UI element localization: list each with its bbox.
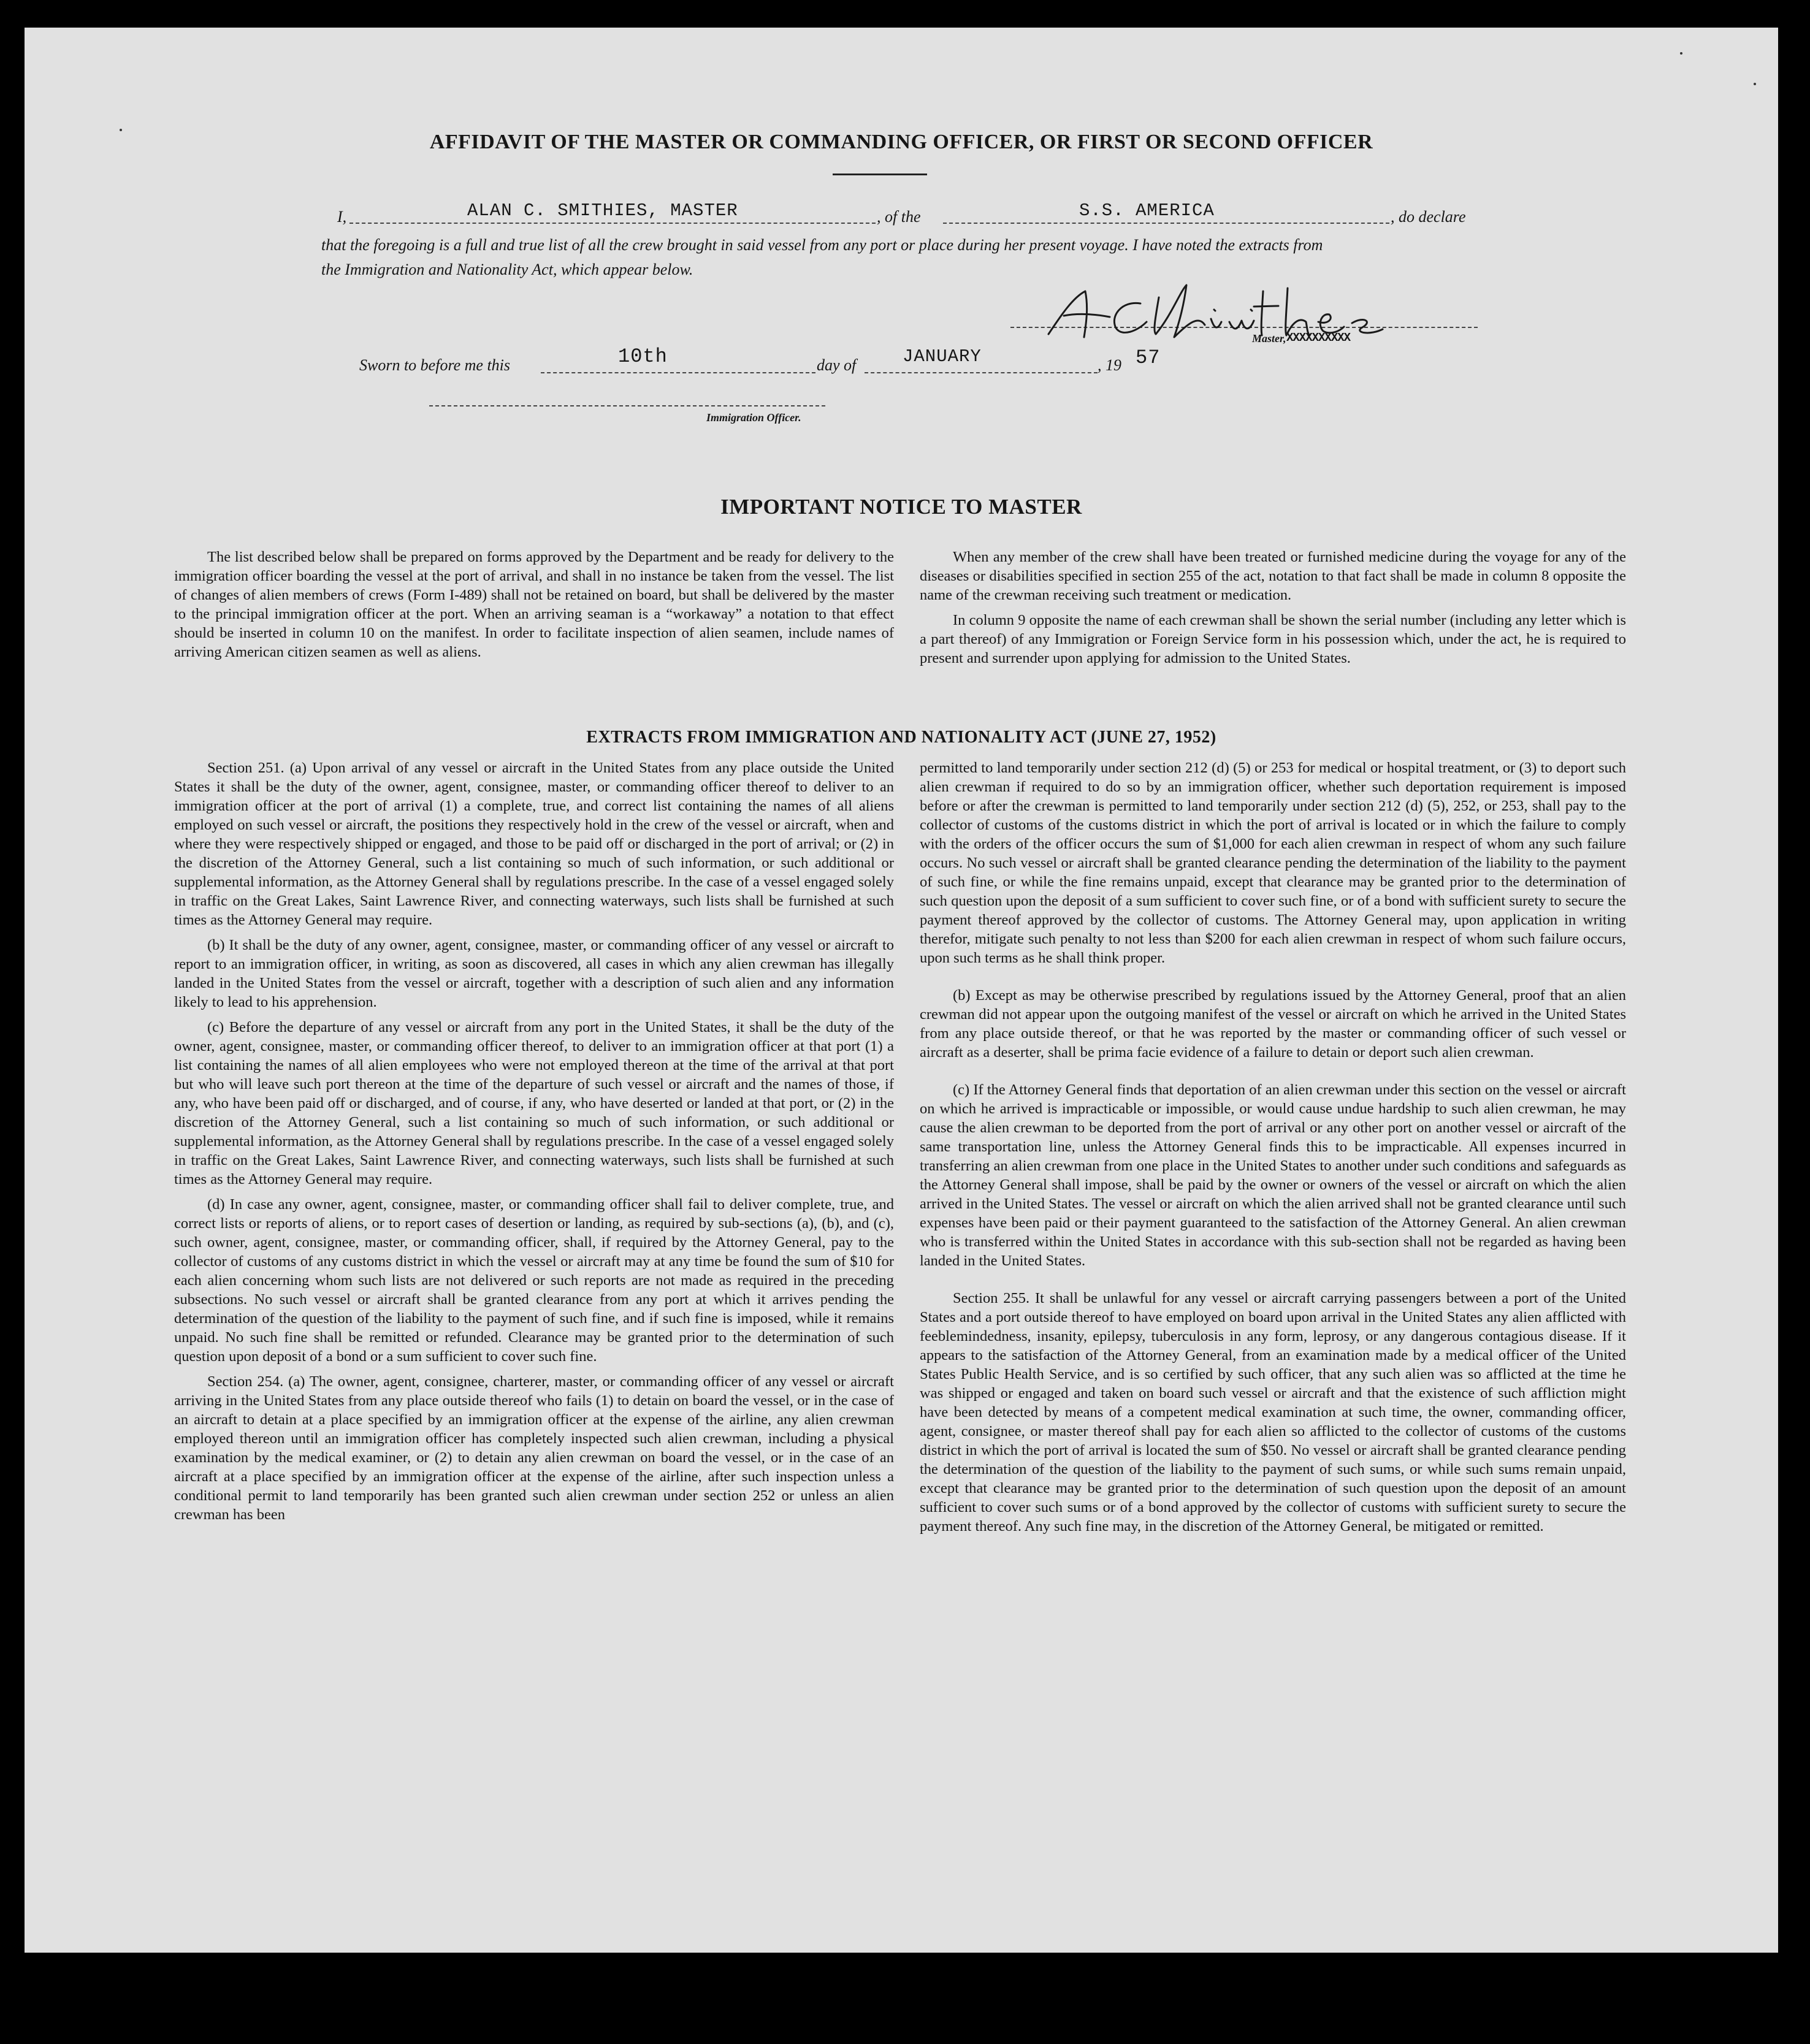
of-the-label: , of the bbox=[877, 208, 921, 226]
title-underline bbox=[833, 174, 927, 175]
master-label: Master, bbox=[1252, 332, 1286, 345]
section-251-c: (c) Before the departure of any vessel or aircraft from any port in the United States, it shall be the duty of the owner, agent, consignee, master, or commanding officer thereof, to deliver to an immigration officer at that port (1) a list containing the names of all alien employees who were not employed thereon at the time of the arrival at that port but who will leave such port thereon at the time of the departure of such vessel or aircraft and the names of those, if any, who have been paid off or discharged, and of course, if any, who have deserted or landed at that port, or (2) in the discretion of the Attorney General, such a list containing so much of such information, or such additional or supplemental information, as the Attorney General shall by regulations prescribe. In the case of a vessel engaged solely in traffic on the Great Lakes, Saint Lawrence River, and connecting waterways, such lists shall be furnished at such times as the Attorney General may require. bbox=[174, 1019, 894, 1188]
section-251-b: (b) It shall be the duty of any owner, agent, consignee, master, or commanding officer of any vessel or aircraft to report to an immigration officer, in writing, as soon as discovered, all cases in which any alien crewman has illegally landed in the United States from the vessel or aircraft, together with a description of such alien and any information likely to lead to his apprehension. bbox=[174, 937, 894, 1010]
section-254-c: (c) If the Attorney General finds that deportation of an alien crewman under this section on the vessel or aircraft on which he arrived is impracticable or impossible, or would cause undue hardship to such alien crewman, he may cause the alien crewman to be deported from the port of arrival or any other port on another vessel or aircraft of the same transportation line, unless the Attorney General finds this to be impracticable. All expenses incurred in transferring an alien crewman from one place in the United States to another under such conditions and safeguards as the Attorney General shall impose, shall be paid by the owner or owners of the vessel or aircraft on which the alien arrived in the United States. The vessel or aircraft on which the alien arrived shall not be granted clearance until such expenses have been paid or their payment guaranteed to the satisfaction of the Attorney General. An alien crewman who is transferred within the United States in accordance with this sub-section shall not be regarded as having been landed in the United States. bbox=[920, 1081, 1626, 1269]
section-254-b: (b) Except as may be otherwise prescribed by regulations issued by the Attorney General, proof that an alien crewman did not appear upon the outgoing manifest of the vessel or aircraft on which he arrived in the United States from any place outside thereof, or that he was reported by the master or commanding officer of such vessel or aircraft as a deserter, shall be prima facie evidence of a failure to detain or deport such alien crewman. bbox=[920, 987, 1626, 1061]
document-title: AFFIDAVIT OF THE MASTER OR COMMANDING OFFICER, OR FIRST OR SECOND OFFICER bbox=[429, 131, 1373, 153]
section-251-a: Section 251. (a) Upon arrival of any vessel or aircraft in the United States from any place outside the United States it shall be the duty of the owner, agent, consignee, master, or commanding officer thereof to deliver to an immigration officer at the port of arrival (1) a complete, true, and correct list containing the names of all aliens employed on such vessel or aircraft, the positions they respectively hold in the crew of the vessel or aircraft, when and where they were respectively shipped or engaged, and those to be paid off or discharged in the port of arrival; or (2) in the discretion of the Attorney General, such a list containing so much of such information, or such additional or supplemental information, as the Attorney General shall by regulations prescribe. In the case of a vessel engaged solely in traffic on the Great Lakes, Saint Lawrence River, and connecting waterways, such lists shall be furnished at such times as the Attorney General may require. bbox=[174, 760, 894, 928]
section-251-d: (d) In case any owner, agent, consignee, master, or commanding officer shall fail to deliver complete, true, and correct lists or reports of aliens, or to report cases of desertion or landing, as required by sub-sections (a), (b), and (c), such owner, agent, consignee, master, or commanding officer, shall, if required by the Attorney General, pay to the collector of customs of any customs district in which the vessel or aircraft may at any time be found the sum of $10 for each alien concerning whom such lists are not delivered or such reports are not made as required in the preceding subsections. No such vessel or aircraft shall be granted clearance from any port at which it arrives pending the determination of the question of the liability to the payment of such fine, and if such fine is imposed, while it remains unpaid. No such fine shall be remitted or refunded. Clearance may be granted prior to the determination of such question upon deposit of a bond or a sum sufficient to cover such fine. bbox=[174, 1196, 894, 1365]
declaration-line-1: that the foregoing is a full and true list of all the crew brought in said vessel from any port or place during her present voyage. I have noted the extracts from bbox=[321, 236, 1323, 254]
section-254-a-continued: permitted to land temporarily under section 212 (d) (5) or 253 for medical or hospital treatment, or (3) to deport such alien crewman if required to do so by an immigration officer, whether such deportation requirement is imposed before or after the crewman is permitted to land temporarily under section 212 (d) (5), 252, or 253, shall pay to the collector of customs of the customs district in which the port of arrival is located or in which the failure to comply with the orders of the officer occurs the sum of $1,000 for each alien crewman in respect of whom any such failure occurs. No such vessel or aircraft shall be granted clearance pending the determination of the liability to the payment of such fine, or while the fine remains unpaid, except that clearance may be granted prior to the determination of such question upon the deposit of a sum sufficient to cover such fine, or of a bond with sufficient surety to secure the payment thereof approved by the collector of customs. The Attorney General may, upon application in writing therefor, mitigate such penalty to not less than $200 for each alien crewman in respect of whom such failure occurs, upon such terms as he shall think proper. bbox=[920, 760, 1626, 966]
section-254-a: Section 254. (a) The owner, agent, consignee, charterer, master, or commanding officer of any vessel or aircraft arriving in the United States from any place outside thereof who fails (1) to detain on board the vessel, or in the case of an aircraft to detain at a place specified by an immigration officer at the expense of the airline, any alien crewman employed thereon until an immigration officer has completely inspected such alien crewman, including a physical examination by the medical examiner, or (2) to detain any alien crewman on board the vessel, or in the case of an aircraft at a place specified by an immigration officer at the expense of the airline, after such inspection unless a conditional permit to land temporarily has been granted such alien crewman under section 252 or unless an alien crewman has been bbox=[174, 1373, 894, 1523]
sworn-label: Sworn to before me this bbox=[359, 356, 511, 374]
do-declare-label: , do declare bbox=[1391, 208, 1466, 226]
month-line bbox=[865, 372, 1098, 373]
notice-left-paragraph: The list described below shall be prepared on forms approved by the Department and be ready for delivery to the immigration officer boarding the vessel at the port of arrival, and shall in no instance be taken from the vessel. The list of changes of alien members of crews (Form I-489) shall not be retained on board, but shall be delivered by the master to the principal immigration officer at the port. When an arriving seaman is a “workaway” a notation to that effect should be inserted in column 10 on the manifest. In order to facilitate inspection of alien seamen, include names of arriving American citizen seamen as well as aliens. bbox=[174, 549, 894, 660]
notice-title: IMPORTANT NOTICE TO MASTER bbox=[720, 495, 1082, 519]
section-255: Section 255. It shall be unlawful for any vessel or aircraft carrying passengers between a port of the United States and a port outside thereof to have employed on board upon arrival in the United States any alien afflicted with feeblemindedness, insanity, epilepsy, tuberculosis in any form, leprosy, or any dangerous contagious disease. If it appears to the satisfaction of the Attorney General, from an examination made by a medical officer of the United States Public Health Service, and is so certified by such officer, that any such alien was so afflicted at the time he was shipped or engaged and taken on board such vessel or aircraft and that the existence of such affliction might have been detected by means of a competent medical examination at such time, the owner, commanding officer, agent, consignee, or master thereof shall pay for each alien so afflicted to the collector of customs of the customs district in which the port of arrival is located the sum of $50. No vessel or aircraft shall be granted clearance pending the determination of the question of the liability to the payment of such sums, or while such sums remain unpaid, except that clearance may be granted prior to the determination of such question upon the deposit of an amount sufficient to cover such sums or of a bond approved by the collector of customs with sufficient surety to secure the payment thereof. Any such fine may, in the discretion of the Attorney General, be mitigated or remitted. bbox=[920, 1290, 1626, 1535]
month-value: JANUARY bbox=[903, 346, 982, 367]
extracts-left-column bbox=[174, 758, 894, 1530]
name-line bbox=[349, 223, 876, 224]
vessel-value: S.S. AMERICA bbox=[1079, 200, 1215, 221]
vessel-line bbox=[943, 223, 1389, 224]
declaration-line-2: the Immigration and Nationality Act, which appear below. bbox=[321, 261, 693, 278]
notice-left-column bbox=[174, 547, 894, 668]
scan-speck bbox=[120, 129, 122, 131]
scan-speck bbox=[1680, 52, 1682, 55]
year-value: 57 bbox=[1136, 346, 1161, 369]
officer-line bbox=[429, 405, 825, 406]
officer-label: Immigration Officer. bbox=[706, 411, 801, 424]
day-line bbox=[541, 372, 815, 373]
name-value: ALAN C. SMITHIES, MASTER bbox=[467, 200, 738, 221]
i-label: I, bbox=[337, 208, 347, 226]
notice-right-paragraph-1: When any member of the crew shall have been treated or furnished medicine during the voyage for any of the diseases or disabilities specified in section 255 of the act, notation to that fact shall be made in column 8 opposite the name of the crewman receiving such treatment or medication. bbox=[920, 549, 1626, 603]
extracts-title: EXTRACTS FROM IMMIGRATION AND NATIONALITY ACT (JUNE 27, 1952) bbox=[586, 728, 1216, 747]
scan-speck bbox=[1754, 83, 1756, 85]
document-page bbox=[25, 28, 1778, 1953]
notice-right-paragraph-2: In column 9 opposite the name of each crewman shall be shown the serial number (including any letter which is a part thereof) of any Immigration or Foreign Service form in his possession which, under the act, he is required to present and surrender upon applying for admission to the United States. bbox=[920, 612, 1626, 666]
year-prefix: , 19 bbox=[1098, 356, 1121, 374]
extracts-right-column bbox=[920, 758, 1626, 1542]
notice-right-column bbox=[920, 547, 1626, 674]
master-struck-text: XXXXXXXXXX bbox=[1286, 331, 1351, 345]
day-value: 10th bbox=[618, 345, 668, 368]
day-of-label: day of bbox=[817, 356, 857, 374]
